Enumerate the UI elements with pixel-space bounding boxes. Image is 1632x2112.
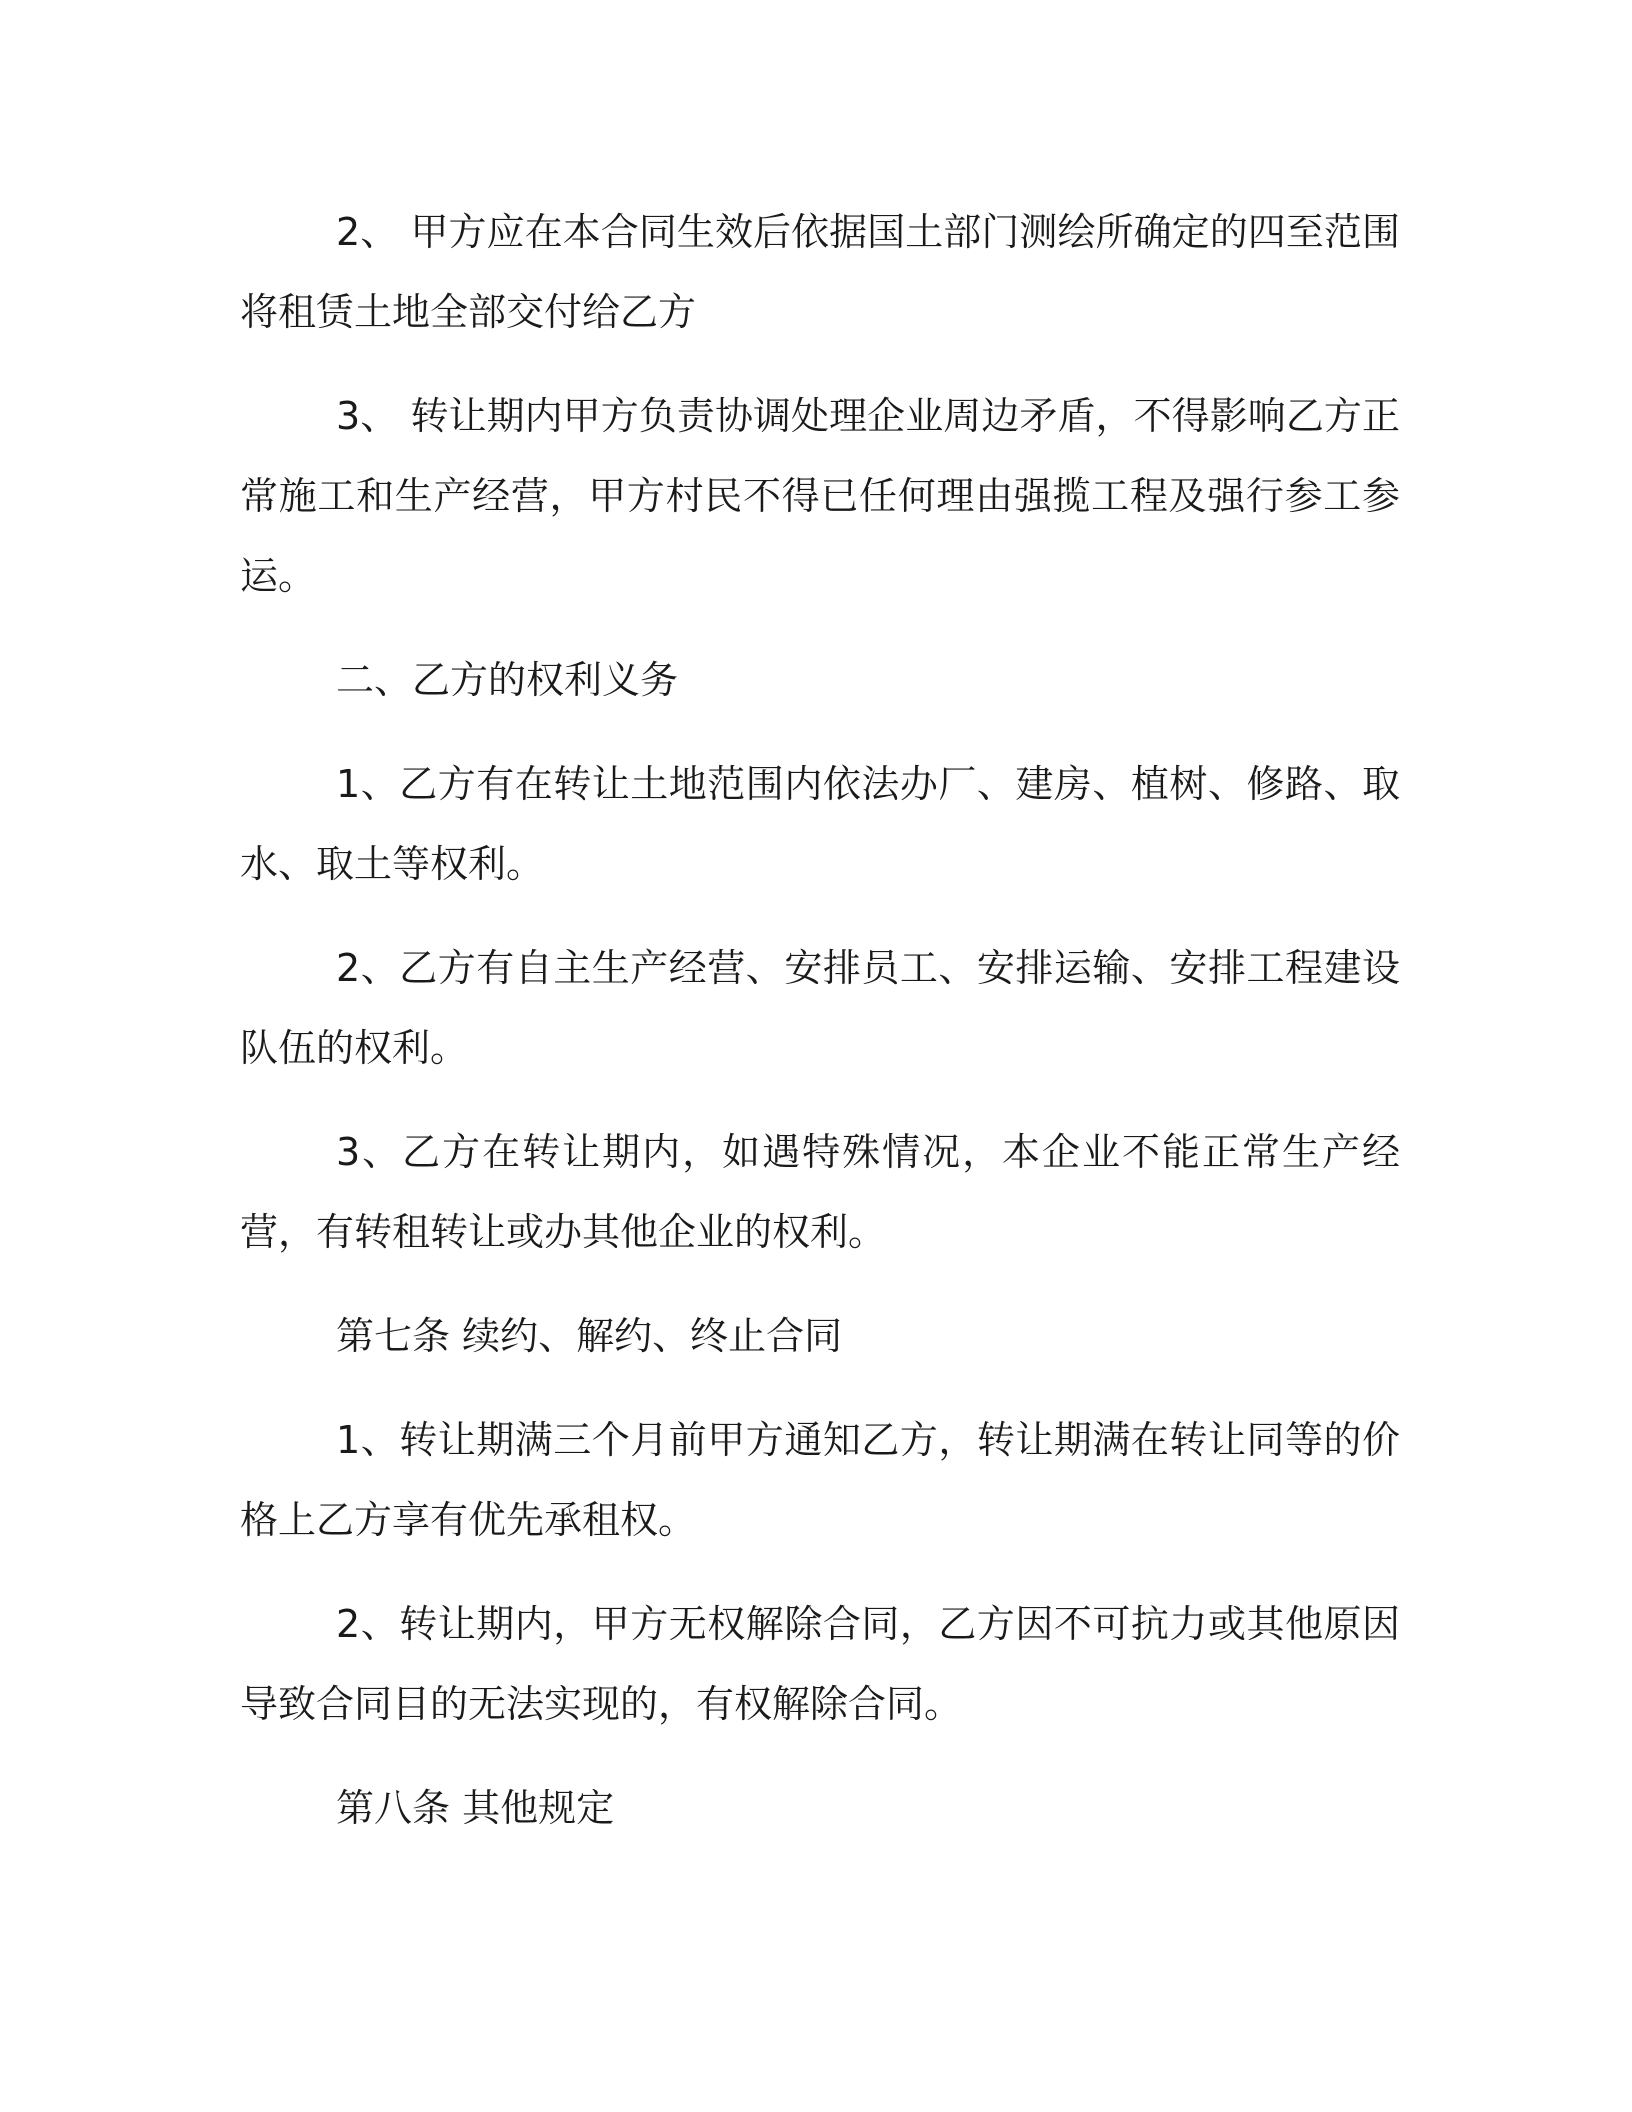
clause-paragraph: 1、乙方有在转让土地范围内依法办厂、建房、植树、修路、取水、取土等权利。 <box>240 762 1400 886</box>
clause-paragraph: 2、 甲方应在本合同生效后依据国土部门测绘所确定的四至范围将租赁土地全部交付给乙方 <box>240 210 1400 334</box>
document-body <box>240 192 1400 1872</box>
clause-paragraph: 1、转让期满三个月前甲方通知乙方，转让期满在转让同等的价格上乙方享有优先承租权。 <box>240 1418 1400 1542</box>
article-heading: 第七条 续约、解约、终止合同 <box>336 1314 843 1358</box>
clause-paragraph: 3、 转让期内甲方负责协调处理企业周边矛盾，不得影响乙方正常施工和生产经营，甲方村民不得已任何理由强揽工程及强行参工参运。 <box>240 394 1400 598</box>
clause-paragraph: 2、乙方有自主生产经营、安排员工、安排运输、安排工程建设队伍的权利。 <box>240 946 1400 1070</box>
section-heading: 二、乙方的权利义务 <box>336 658 679 702</box>
clause-paragraph: 2、转让期内，甲方无权解除合同，乙方因不可抗力或其他原因导致合同目的无法实现的，有权解除合同。 <box>240 1602 1400 1726</box>
article-heading: 第八条 其他规定 <box>336 1786 615 1830</box>
clause-paragraph: 3、乙方在转让期内，如遇特殊情况，本企业不能正常生产经营，有转租转让或办其他企业的权利。 <box>240 1130 1400 1254</box>
